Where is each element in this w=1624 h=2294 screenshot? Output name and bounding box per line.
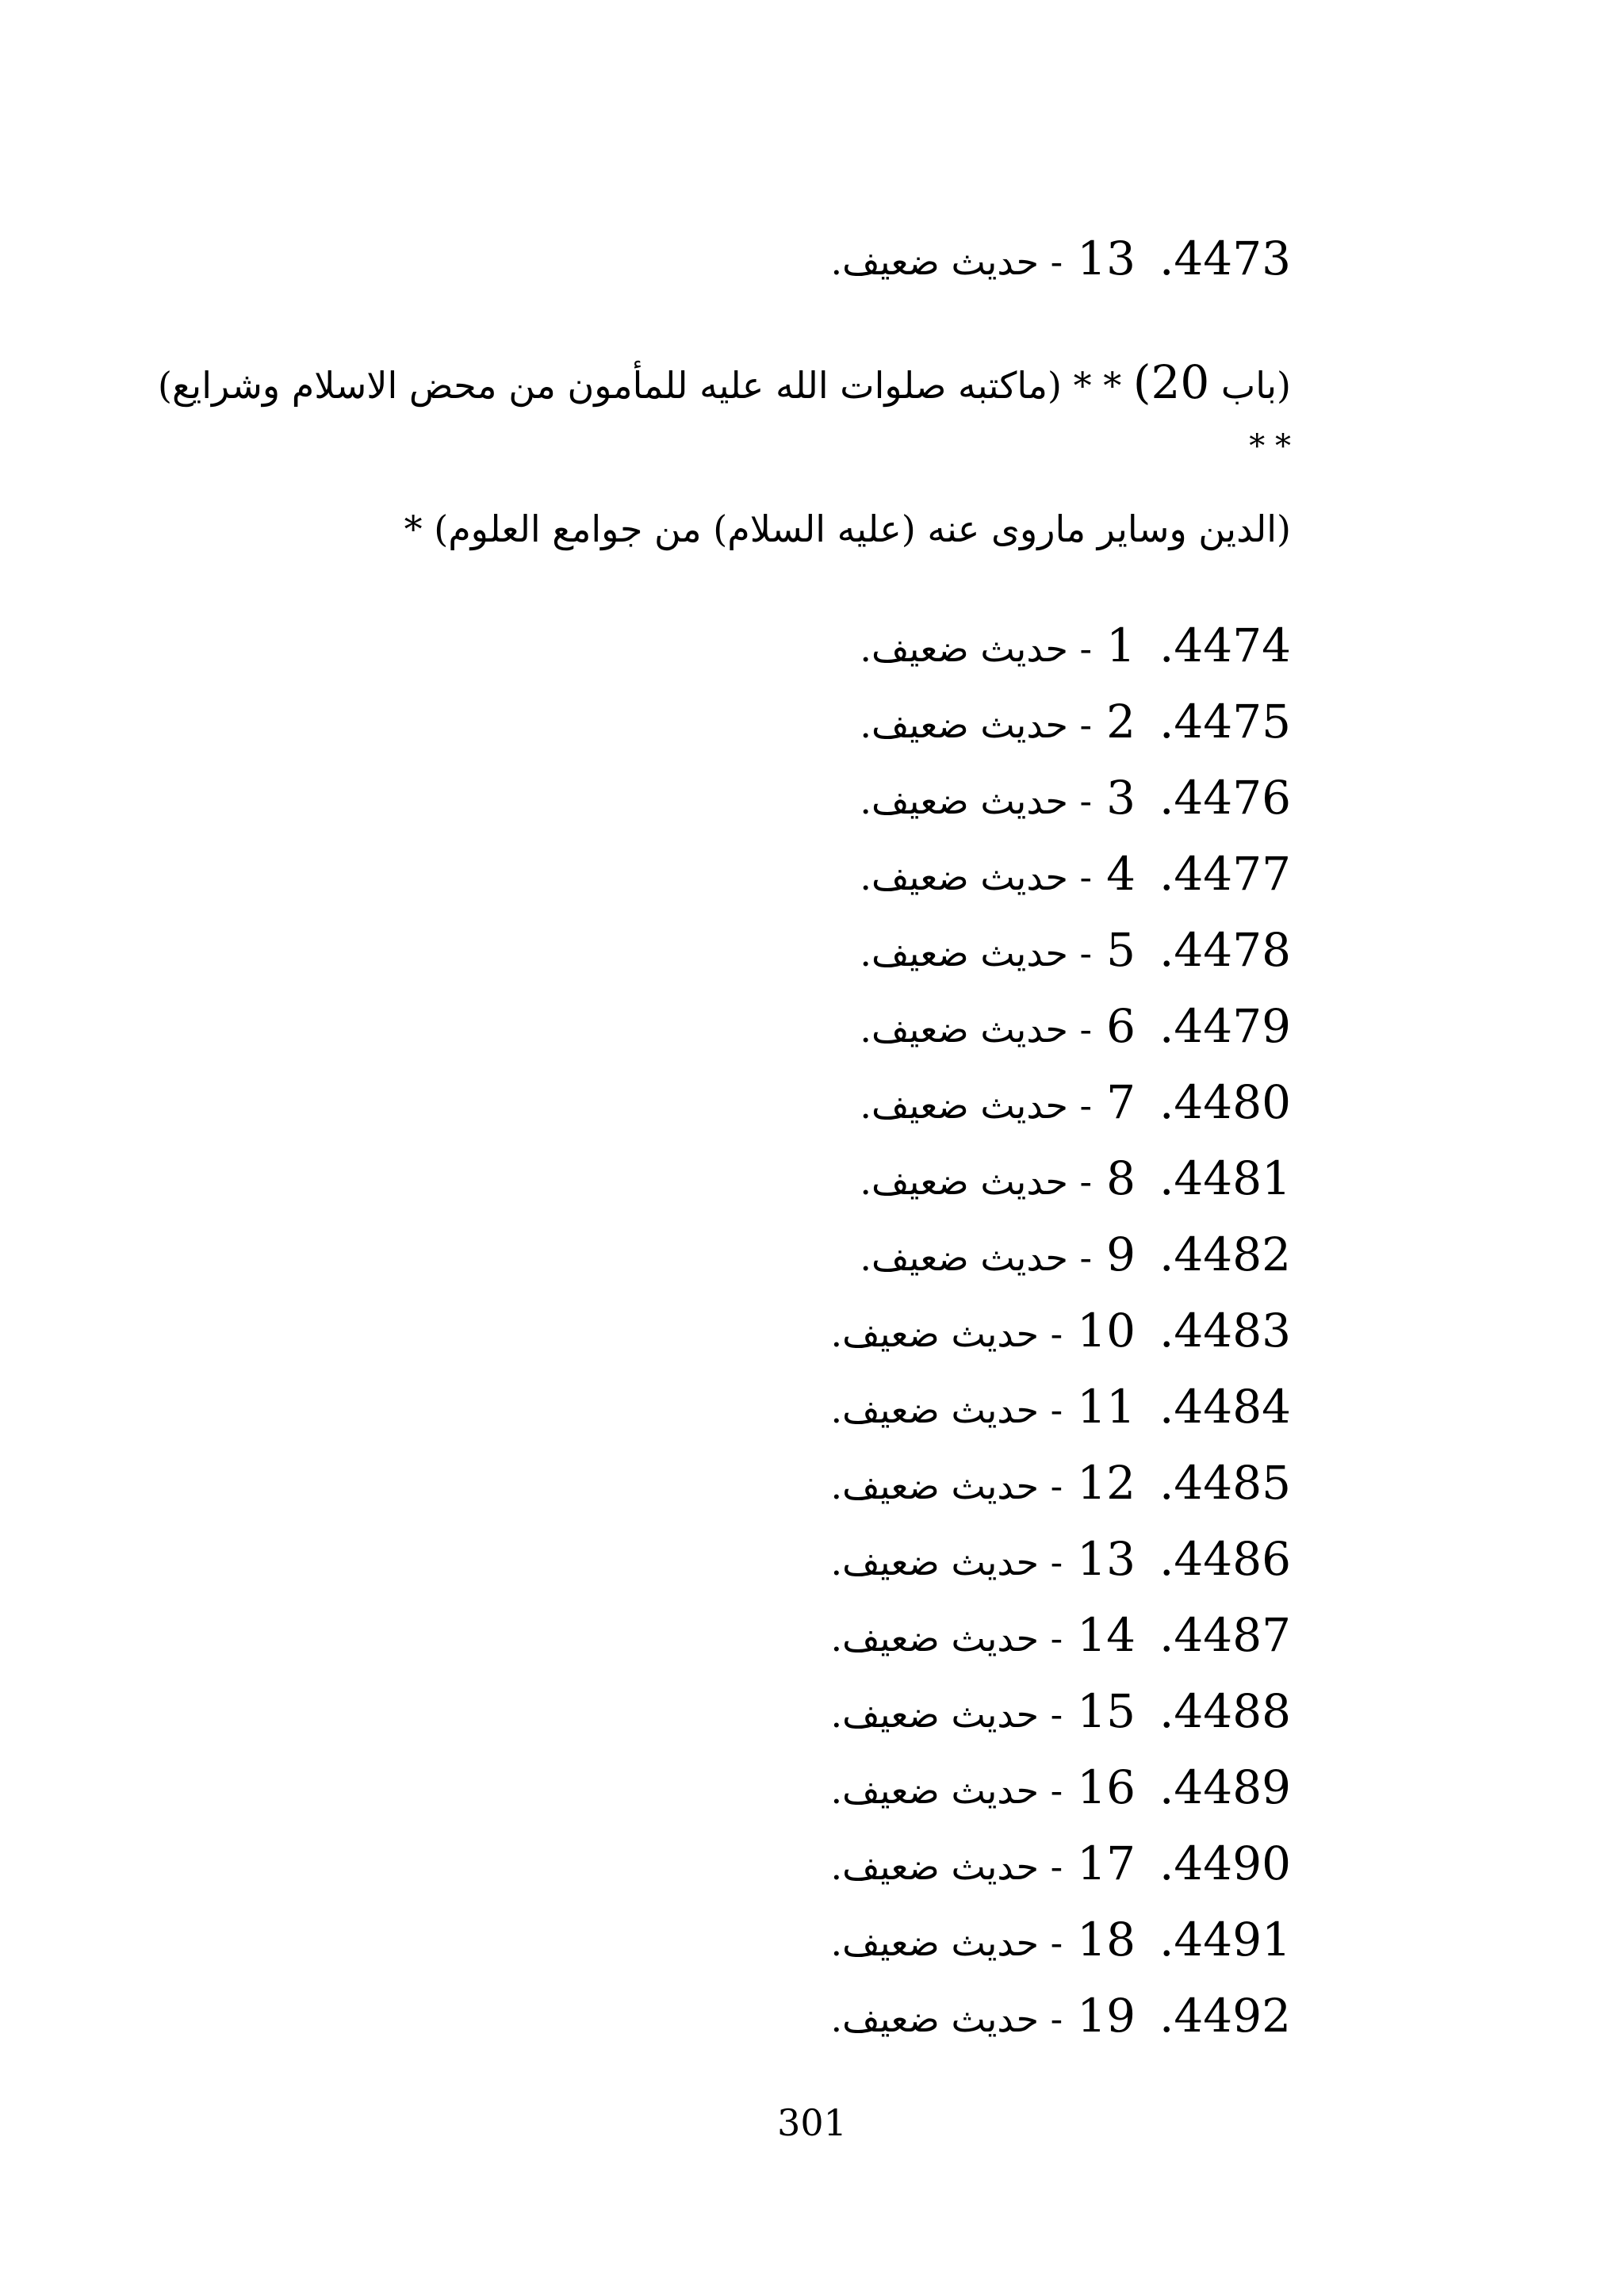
hadith-entry bbox=[830, 1760, 1291, 1824]
hadith-grade: - حديث ضعيف. bbox=[830, 1312, 1063, 1355]
hadith-grade: - حديث ضعيف. bbox=[830, 1465, 1063, 1507]
hadith-sub-number: 16 bbox=[1077, 1760, 1136, 1814]
hadith-grade: - حديث ضعيف. bbox=[830, 1845, 1063, 1888]
hadith-number: 4478. bbox=[1159, 923, 1291, 977]
hadith-entry bbox=[860, 771, 1291, 834]
hadith-entry bbox=[830, 1456, 1291, 1519]
hadith-grade: - حديث ضعيف. bbox=[860, 932, 1093, 975]
hadith-number: 4481. bbox=[1159, 1151, 1291, 1205]
hadith-grade: - حديث ضعيف. bbox=[860, 1236, 1093, 1279]
hadith-entry bbox=[830, 1380, 1291, 1443]
hadith-sub-number: 13 bbox=[1077, 232, 1136, 285]
hadith-entry bbox=[860, 999, 1291, 1063]
hadith-sub-number: 10 bbox=[1077, 1304, 1136, 1358]
hadith-number: 4473. bbox=[1159, 232, 1291, 285]
hadith-grade: - حديث ضعيف. bbox=[830, 1997, 1063, 2040]
hadith-sub-number: 6 bbox=[1106, 999, 1136, 1053]
hadith-number: 4490. bbox=[1159, 1836, 1291, 1890]
hadith-entry bbox=[860, 847, 1291, 910]
hadith-sub-number: 13 bbox=[1077, 1532, 1136, 1586]
hadith-number: 4485. bbox=[1159, 1456, 1291, 1510]
hadith-entry bbox=[830, 1684, 1291, 1748]
hadith-entry bbox=[830, 1836, 1291, 1900]
hadith-grade: - حديث ضعيف. bbox=[860, 779, 1093, 822]
chapter-number: 20) bbox=[1132, 355, 1210, 409]
hadith-sub-number: 18 bbox=[1077, 1913, 1136, 1967]
hadith-sub-number: 4 bbox=[1106, 847, 1136, 901]
hadith-number: 4477. bbox=[1159, 847, 1291, 901]
hadith-sub-number: 2 bbox=[1106, 695, 1136, 749]
chapter-title-2: (الدين وساير ماروى عنه (عليه السلام) من جوامع العلوم) * bbox=[404, 507, 1291, 550]
hadith-sub-number: 11 bbox=[1077, 1380, 1136, 1434]
hadith-number: 4489. bbox=[1159, 1760, 1291, 1814]
hadith-number: 4482. bbox=[1159, 1227, 1291, 1281]
hadith-entry bbox=[860, 1075, 1291, 1139]
chapter-prefix: (باب bbox=[1220, 364, 1291, 407]
hadith-sub-number: 8 bbox=[1106, 1151, 1136, 1205]
hadith-entry bbox=[830, 1989, 1291, 2052]
hadith-entry bbox=[860, 618, 1291, 682]
hadith-sub-number: 9 bbox=[1106, 1227, 1136, 1281]
chapter-stars: * * bbox=[1249, 428, 1291, 465]
hadith-entry bbox=[860, 1151, 1291, 1215]
hadith-entry bbox=[860, 695, 1291, 758]
hadith-entry bbox=[830, 1304, 1291, 1367]
hadith-sub-number: 19 bbox=[1077, 1989, 1136, 2043]
hadith-sub-number: 3 bbox=[1106, 771, 1136, 825]
hadith-entry bbox=[860, 1227, 1291, 1291]
hadith-grade: - حديث ضعيف. bbox=[860, 1084, 1093, 1127]
hadith-entry bbox=[830, 1608, 1291, 1672]
hadith-grade: - حديث ضعيف. bbox=[860, 1008, 1093, 1051]
hadith-sub-number: 17 bbox=[1077, 1836, 1136, 1890]
hadith-grade: - حديث ضعيف. bbox=[830, 240, 1063, 283]
hadith-number: 4486. bbox=[1159, 1532, 1291, 1586]
hadith-grade: - حديث ضعيف. bbox=[830, 1388, 1063, 1431]
hadith-grade: - حديث ضعيف. bbox=[830, 1617, 1063, 1660]
hadith-sub-number: 7 bbox=[1106, 1075, 1136, 1129]
hadith-number: 4491. bbox=[1159, 1913, 1291, 1967]
hadith-number: 4474. bbox=[1159, 618, 1291, 672]
hadith-entry bbox=[830, 1913, 1291, 1976]
hadith-number: 4492. bbox=[1159, 1989, 1291, 2043]
hadith-number: 4483. bbox=[1159, 1304, 1291, 1358]
hadith-number: 4479. bbox=[1159, 999, 1291, 1053]
hadith-grade: - حديث ضعيف. bbox=[860, 627, 1093, 670]
hadith-sub-number: 1 bbox=[1106, 618, 1136, 672]
hadith-sub-number: 12 bbox=[1077, 1456, 1136, 1510]
hadith-grade: - حديث ضعيف. bbox=[830, 1921, 1063, 1964]
hadith-number: 4475. bbox=[1159, 695, 1291, 749]
hadith-entry bbox=[830, 1532, 1291, 1595]
hadith-entry bbox=[860, 923, 1291, 986]
chapter-heading-line2 bbox=[404, 507, 1291, 550]
hadith-number: 4476. bbox=[1159, 771, 1291, 825]
hadith-number: 4488. bbox=[1159, 1684, 1291, 1738]
hadith-grade: - حديث ضعيف. bbox=[830, 1693, 1063, 1736]
hadith-grade: - حديث ضعيف. bbox=[860, 703, 1093, 746]
page-number: 301 bbox=[777, 2101, 847, 2144]
hadith-number: 4484. bbox=[1159, 1380, 1291, 1434]
hadith-sub-number: 5 bbox=[1106, 923, 1136, 977]
hadith-grade: - حديث ضعيف. bbox=[860, 856, 1093, 898]
hadith-sub-number: 14 bbox=[1077, 1608, 1136, 1662]
hadith-grade: - حديث ضعيف. bbox=[830, 1769, 1063, 1812]
hadith-grade: - حديث ضعيف. bbox=[830, 1541, 1063, 1584]
hadith-entry bbox=[830, 232, 1291, 295]
hadith-sub-number: 15 bbox=[1077, 1684, 1136, 1738]
hadith-number: 4487. bbox=[1159, 1608, 1291, 1662]
hadith-number: 4480. bbox=[1159, 1075, 1291, 1129]
hadith-grade: - حديث ضعيف. bbox=[860, 1160, 1093, 1203]
chapter-heading-line1 bbox=[158, 355, 1291, 409]
chapter-title-1: * * (ماكتبه صلوات الله عليه للمأمون من محض الاسلام وشرايع) bbox=[158, 364, 1122, 407]
